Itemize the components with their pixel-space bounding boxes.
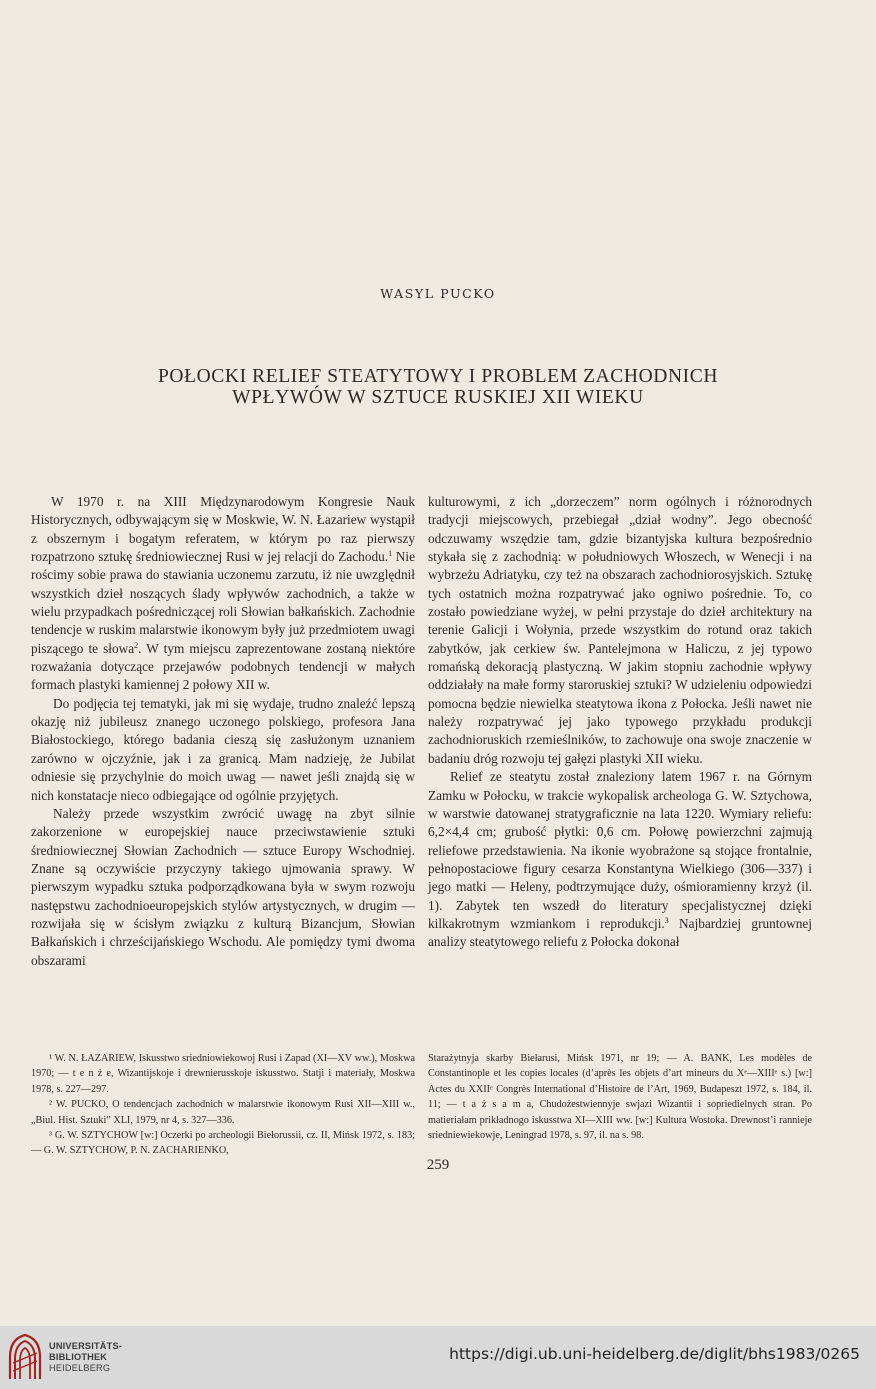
footnote-ref-2[interactable]: 2 [134, 640, 139, 650]
paragraph: kulturowymi, z ich „dorzeczem” norm ogólnych i różnorodnych tradycji miejscowych, przebiegał „dział wodny”. Jego obecność odczuwamy wszędzie tam, gdzie bizantyjska kultura bezpośrednio stykała się z zachodnią: w południowych Włoszech, w Wenecji i na wybrzeżu Adriatyku, czy też na obszarach zachodniorosyjskich. Sztukę tych ostatnich można rozpatrywać jako ogniwo pośrednie. To, co zostało powiedziane wyżej, w pełni przystaje do dzieł architektury na terenie Galicji i Wołynia, przede wszystkim do rotund oraz takich zabytków, jak cerkiew św. Pantelejmona w Haliczu, z jej typowo romańską dekoracją plastyczną. W jakim stopniu zachodnie wpływy oddziałały na małe formy staroruskiej sztuki? W udzieleniu odpowiedzi pomocna będzie niewielka steatytowa ikona z Połocka. Jeśli nawet nie należy rozpatrywać jej jako typowego przykładu produkcji zachodnioruskich rzemieślników, to zachowuje ona swoje znaczenie w badaniu dróg rozwoju tej gałęzi plastyki XII wieku. [428, 494, 812, 766]
article-title [60, 366, 816, 408]
footnote-3-continued: Starażytnyja skarby Biełarusi, Mińsk 1971, nr 19; — A. BANK, Les modèles de Constantinople et les copies locales (d’après les objets d’art mineurs du Xᵉ—XIIIᵉ s.) [w:] Actes du XXIIᵉ Congrès International d’Histoire de l’Art, 1969, Budapeszt 1972, s. 184, il. 11; — t a ż s a m a, Chudożestwiennyje swjazi Wizantii i sopriedielnych stran. Po matieriałam prikładnogo iskusstwa XI—XIII ww. [w:] Kultura Wostoka. Drewnost’i rannieje sriedniewiekowje, Leningrad 1978, s. 97, il. na s. 98. [428, 1053, 812, 1142]
paragraph: Do podjęcia tej tematyki, jak mi się wydaje, trudno znaleźć lepszą okazję niż jubileusz znanego uczonego polskiego, profesora Jana Białostockiego, którego badania cieszą się zasłużonym uznaniem zarówno w ojczyźnie, jak i za granicą. Mam nadzieję, że Jubilat odniesie się przychylnie do moich uwag — nawet jeśli znajdą się w nich konstatacje nieco odbiegające od ogólnie przyjętych. [31, 695, 415, 803]
footnote-ref-1[interactable]: 1 [388, 549, 393, 559]
title-line-2: WPŁYWÓW W SZTUCE RUSKIEJ XII WIEKU [232, 387, 644, 408]
logo-line-2: BIBLIOTHEK [49, 1352, 108, 1362]
paragraph: Należy przede wszystkim zwrócić uwagę na zbyt silnie zakorzenione w europejskiej nauce przeciwstawienie sztuki średniowiecznej Słowian Zachodnich — sztuce Europy Wschodniej. Znane są oczywiście przyczyny takiego ujmowania sprawy. W pierwszym wypadku sztuka podporządkowana była w swym rozwoju następstwu zachodnioeuropejskich stylów artystycznych, w drugim — rozwijała się w ścisłym związku z kulturą Bizancjum, Słowian Bałkańskich i chrześcijańskiego Wschodu. Ale pomiędzy tymi dwoma obszarami [31, 805, 415, 968]
logo-line-1: UNIVERSITÄTS- [49, 1341, 123, 1351]
footnotes-left [31, 1051, 415, 1159]
paragraph: Relief ze steatytu został znaleziony latem 1967 r. na Górnym Zamku w Połocku, w trakcie wykopalisk archeologa G. W. Sztychowa, w warstwie datowanej stratygraficznie na lata 1220. Wymiary reliefu: 6,2×4,4 cm; grubość płytki: 0,6 cm. Połowę powierzchni zajmują reliefowe przedstawienia. Na ikonie wyobrażone są stojące frontalnie, pełnopostaciowe figury cesarza Konstantyna Wielkiego (306—337) i jego matki — Heleny, podtrzymujące duży, ośmioramienny krzyż (il. 1). Zabytek ten wszedł do literatury specjalistycznej dzięki kilkakrotnym wzmiankom i reprodukcji.$^3$ Najbardziej gruntownej analizy steatytowego reliefu z Połocka dokonał [428, 769, 812, 950]
university-library-logo-text[interactable] [49, 1341, 122, 1374]
footnotes-right [428, 1051, 812, 1143]
body-column-left [31, 493, 415, 970]
body-column-right [428, 493, 812, 952]
paragraph: W 1970 r. na XIII Międzynarodowym Kongresie Nauk Historycznych, odbywającym się w Moskwie, W. N. Łazariew wystąpił z obszernym i bogatym referatem, w którym po raz pierwszy rozpatrzono sztukę średniowiecznej Rusi w jej relacji do Zachodu.$^1$ Nie rościmy sobie prawa do stawiania uczonemu zarzutu, iż nie uwzględnił wszystkich dzieł noszących ślady wpływów zachodnich, a także w wielu przypadkach pośredniczącej roli Słowian bałkańskich. Zachodnie tendencje w ruskim malarstwie ikonowym były już przedmiotem uwagi piszącego te słowa$^2$. W tym miejscu zaprezentowane zostaną niektóre rozważania dotyczące przejawów podobnych tendencji w małych formach plastyki kamiennej 2 połowy XII w. [31, 494, 415, 693]
logo-line-3: HEIDELBERG [49, 1363, 111, 1373]
footnote-1: ¹ W. N. ŁAZARIEW, Iskusstwo sriedniowiekowoj Rusi i Zapad (XI—XV ww.), Moskwa 1970; — t e n ż e, Wizantijskoje i drewnierusskoje iskusstwo. Statji i materiały, Moskwa 1978, s. 227—297. [31, 1053, 415, 1095]
title-line-1: POŁOCKI RELIEF STEATYTOWY I PROBLEM ZACHODNICH [157, 366, 719, 387]
page-number: 259 [426, 1157, 450, 1173]
footnote-3: ³ G. W. SZTYCHOW [w:] Oczerki po archeologii Biełorussii, cz. II, Mińsk 1972, s. 183; — G. W. SZTYCHOW, P. N. ZACHARIENKO, [31, 1130, 415, 1157]
footnote-ref-3[interactable]: 3 [664, 915, 669, 925]
university-library-logo-icon[interactable] [8, 1333, 42, 1381]
footnote-2: ² W. PUCKO, O tendencjach zachodnich w malarstwie ikonowym Rusi XII—XIII w., „Biul. Hist. Sztuki” XLI, 1979, nr 4, s. 327—336. [31, 1099, 415, 1126]
permalink-url[interactable]: https://digi.ub.uni-heidelberg.de/diglit/bhs1983/0265 [449, 1345, 860, 1363]
article-author: WASYL PUCKO [380, 286, 496, 301]
viewer-footer-bar [0, 1326, 876, 1389]
